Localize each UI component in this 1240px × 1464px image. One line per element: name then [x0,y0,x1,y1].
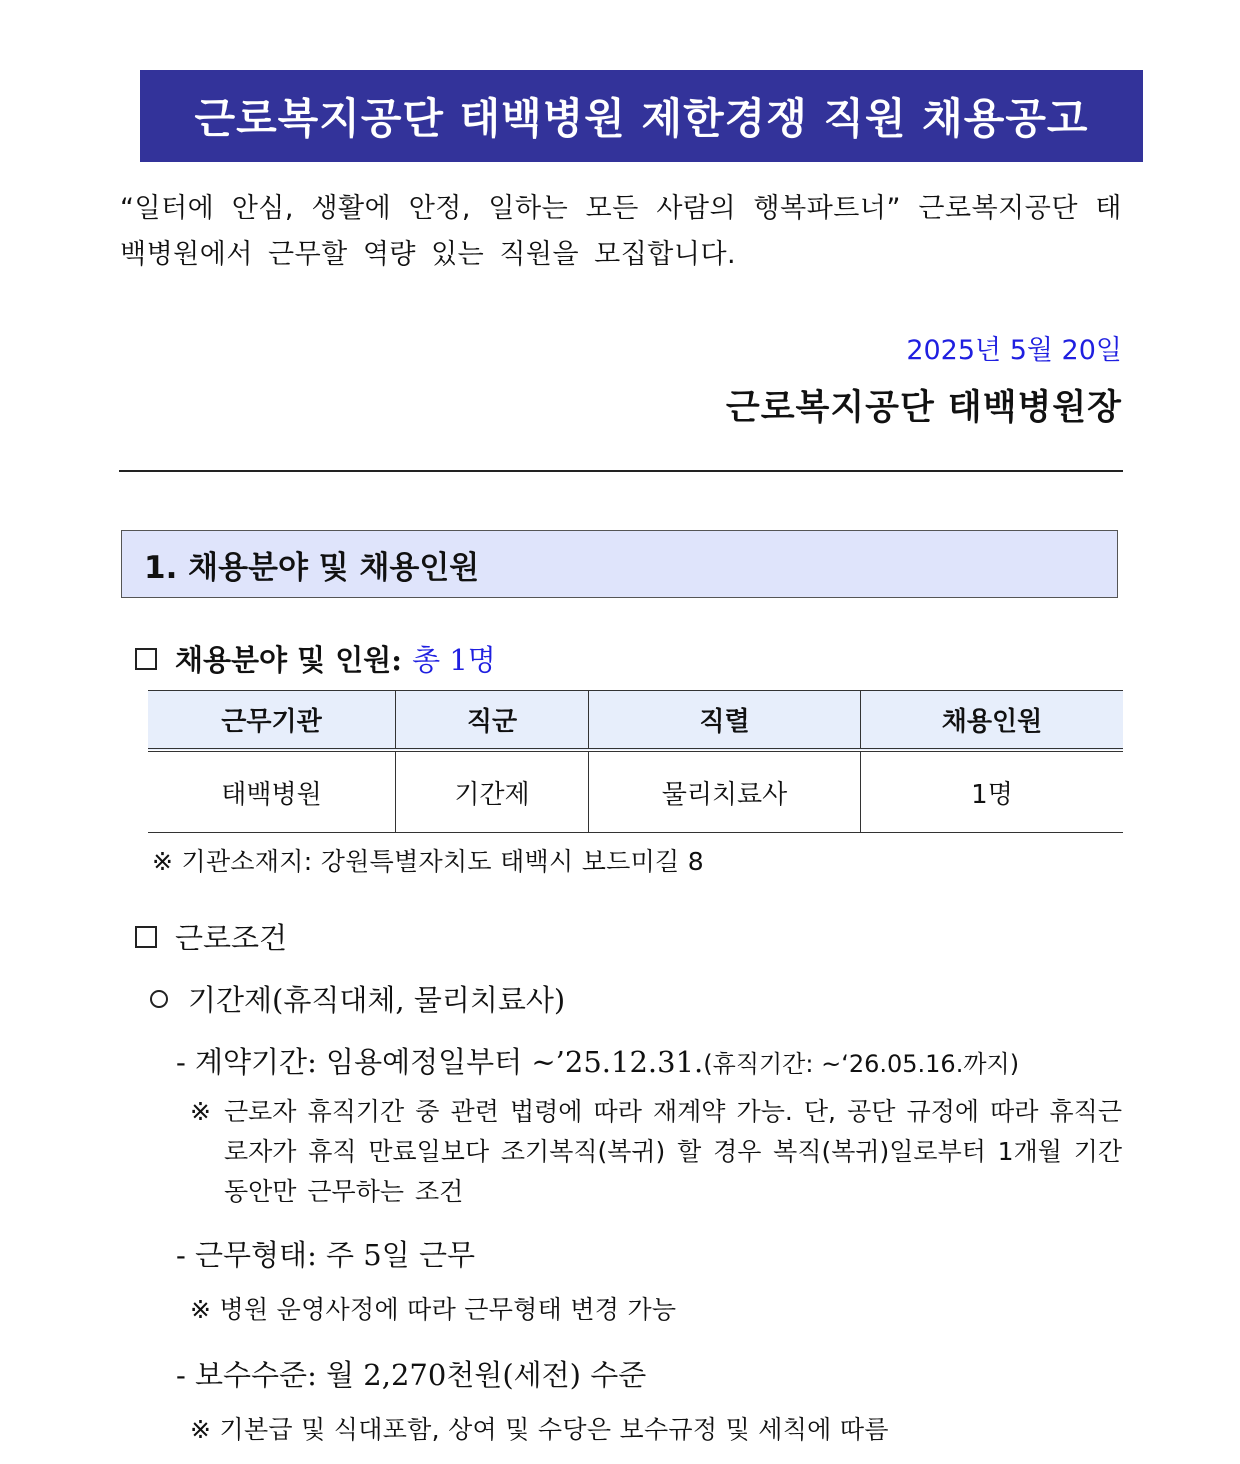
work-type: - 근무형태: 주 5일 근무 [176,1238,476,1272]
conditions-subheading-text: 기간제(휴직대체, 물리치료사) [188,983,566,1017]
note-mark: ※ [190,1097,211,1126]
conditions-heading [135,916,287,957]
conditions-heading-text: 근로조건 [175,921,288,955]
contract-period-label: - 계약기간: 임용예정일부터 ~’25.12.31. [176,1045,704,1079]
section-title: 1. 채용분야 및 채용인원 [144,549,480,586]
contract-note-text: 근로자 휴직기간 중 관련 법령에 따라 재계약 가능. 단, 공단 규정에 따라 휴직근로자가 휴직 만료일보다 조기복직(복귀) 할 경우 복직(복귀)일로부터 1개월 기간동안만 근무하는 조건 [224,1097,1122,1206]
table-cell: 기간제 [396,750,589,833]
table-header: 근무기관 [148,691,396,751]
divider [119,470,1123,472]
contract-period-extra: (휴직기간: ~‘26.05.16.까지) [703,1050,1020,1078]
table-header-row [148,691,1123,751]
table-row [148,750,1123,833]
table-header: 채용인원 [861,691,1124,751]
table-cell: 1명 [861,750,1124,833]
square-bullet-icon [135,648,157,670]
page-title: 근로복지공단 태백병원 제한경쟁 직원 채용공고 [140,70,1143,162]
recruit-table [148,690,1123,833]
table-cell: 태백병원 [148,750,396,833]
pay-level: - 보수수준: 월 2,270천원(세전) 수준 [176,1358,647,1392]
contract-period [176,1040,1019,1081]
table-header: 직군 [396,691,589,751]
table-cell: 물리치료사 [589,750,861,833]
intro-paragraph: “일터에 안심, 생활에 안정, 일하는 모든 사람의 행복파트너” 근로복지공단 태백병원에서 근무할 역량 있는 직원을 모집합니다. [120,193,1122,270]
pay-note: ※ 기본급 및 식대포함, 상여 및 수당은 보수규정 및 세칙에 따름 [190,1415,889,1444]
recruit-label: 채용분야 및 인원: [175,643,413,677]
work-type-note: ※ 병원 운영사정에 따라 근무형태 변경 가능 [190,1295,677,1324]
recruit-heading [135,638,496,679]
circle-bullet-icon [150,990,168,1008]
table-header: 직렬 [589,691,861,751]
conditions-subheading [150,978,565,1019]
location-note: ※ 기관소재지: 강원특별자치도 태백시 보드미길 8 [152,847,704,876]
contract-note [190,1092,1122,1212]
section-heading [121,530,1118,598]
signer: 근로복지공단 태백병원장 [725,388,1122,428]
recruit-total: 총 1명 [412,643,496,677]
square-bullet-icon [135,926,157,948]
announcement-date: 2025년 5월 20일 [906,335,1122,366]
